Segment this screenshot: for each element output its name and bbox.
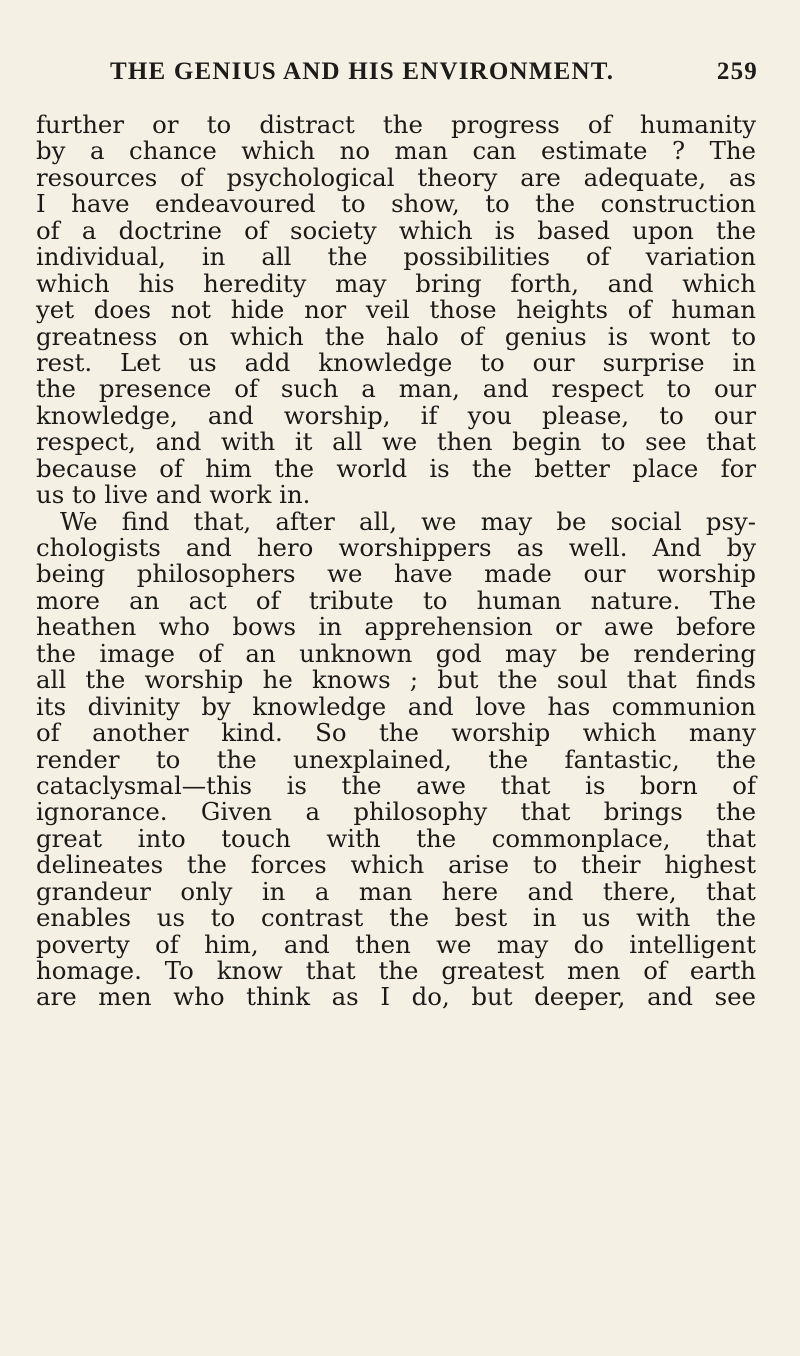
text-line: respect, and with it all we then begin to see that [36,427,756,457]
text-line: I have endeavoured to show, to the construction [36,189,756,219]
text-line: which his heredity may bring forth, and which [36,268,756,298]
running-title: THE GENIUS AND HIS ENVIRONMENT. [110,58,615,85]
text-line: homage. To know that the greatest men of earth [36,956,756,985]
text-line: We find that, after all, we may be social psy- [60,506,756,536]
text-line: by a chance which no man can estimate ? The [36,136,756,166]
text-line: cataclysmal—this is the awe that is born of [36,770,756,800]
text-line: chologists and hero worshippers as well. And by [36,533,756,562]
text-line: further or to distract the progress of humanity [36,110,756,139]
paragraph-2 [36,506,756,1012]
text-line: heathen who bows in apprehension or awe before [36,612,756,642]
text-line: great into touch with the commonplace, that [36,823,756,853]
text-line: greatness on which the halo of genius is wont to [36,321,756,351]
text-line: individual, in all the possibilities of variation [36,242,756,272]
text-line: of a doctrine of society which is based upon the [36,215,756,245]
text-line: us to live and work in. [36,480,311,510]
text-line: enables us to contrast the best in us with the [36,903,756,933]
text-line: the presence of such a man, and respect to our [36,374,756,404]
text-line: delineates the forces which arise to their highest [36,850,756,880]
text-line: more an act of tribute to human nature. The [36,585,756,615]
body-text [36,112,756,1011]
text-line: all the worship he knows ; but the soul that finds [36,665,756,695]
text-line: of another kind. So the worship which many [36,718,756,748]
text-line: knowledge, and worship, if you please, to our [36,400,756,430]
page-number: 259 [716,58,758,85]
text-line: the image of an unknown god may be rendering [36,638,756,668]
text-line: its divinity by knowledge and love has communion [36,691,756,721]
running-head [110,58,758,94]
text-line: resources of psychological theory are adequate, as [36,162,756,192]
text-line: being philosophers we have made our worship [36,559,756,589]
text-line: are men who think as I do, but deeper, and see [36,982,756,1012]
text-line: because of him the world is the better place for [36,453,756,483]
paragraph-1 [36,112,756,509]
text-line: render to the unexplained, the fantastic, the [36,744,756,774]
text-line: ignorance. Given a philosophy that brings the [36,797,756,827]
text-line: grandeur only in a man here and there, that [36,876,756,906]
text-line: yet does not hide nor veil those heights of human [36,295,756,325]
text-line: rest. Let us add knowledge to our surprise in [36,347,756,377]
text-line: poverty of him, and then we may do intelligent [36,929,756,959]
